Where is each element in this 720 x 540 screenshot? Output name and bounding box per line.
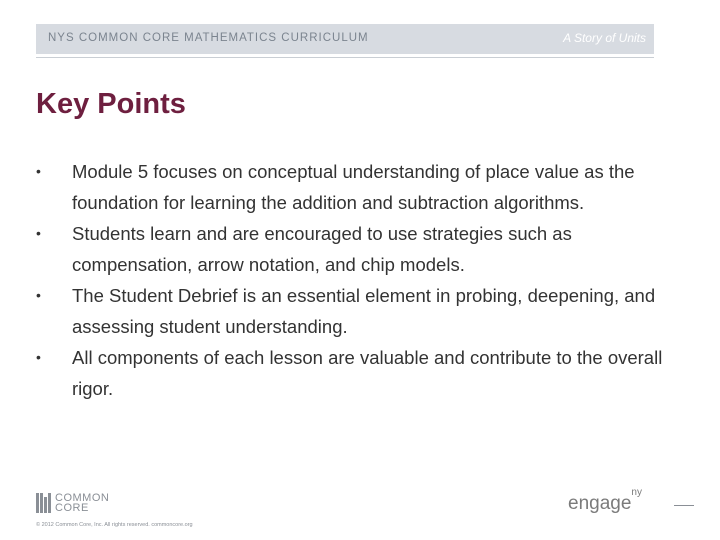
bullet-text: Students learn and are encouraged to use strategies such as compensation, arrow notation, and chip models. bbox=[72, 223, 572, 275]
bullet-text: All components of each lesson are valuable and contribute to the overall rigor. bbox=[72, 347, 663, 399]
bullet-item bbox=[36, 280, 686, 342]
logo-line-core: CORE bbox=[55, 502, 89, 514]
bullet-item bbox=[36, 218, 686, 280]
engageny-logo bbox=[568, 486, 642, 515]
copyright-notice: © 2012 Common Core, Inc. All rights reserved. commoncore.org bbox=[36, 522, 193, 528]
slide-title: Key Points bbox=[36, 88, 186, 120]
curriculum-label: NYS COMMON CORE MATHEMATICS CURRICULUM bbox=[48, 32, 369, 44]
bullet-icon: • bbox=[36, 163, 41, 179]
bullet-icon: • bbox=[36, 349, 41, 365]
bullet-item bbox=[36, 156, 686, 218]
logo-line-common: COMMON bbox=[55, 492, 110, 504]
key-points-list bbox=[36, 156, 686, 404]
bullet-item bbox=[36, 342, 686, 404]
bullet-text: Module 5 focuses on conceptual understanding of place value as the foundation for learning the addition and subtraction algorithms. bbox=[72, 161, 635, 213]
bullet-icon: • bbox=[36, 225, 41, 241]
common-core-logo-text bbox=[55, 493, 109, 513]
bullet-text: The Student Debrief is an essential element in probing, deepening, and assessing student understanding. bbox=[72, 285, 656, 337]
story-of-units-label: A Story of Units bbox=[563, 31, 646, 45]
common-core-logo-icon bbox=[36, 493, 51, 513]
engage-text: engage bbox=[568, 493, 632, 514]
footer-divider bbox=[674, 505, 694, 506]
engage-sup: ny bbox=[631, 486, 642, 498]
header-bar bbox=[36, 24, 654, 54]
common-core-logo bbox=[36, 493, 109, 513]
header-divider bbox=[36, 57, 654, 58]
bullet-icon: • bbox=[36, 287, 41, 303]
